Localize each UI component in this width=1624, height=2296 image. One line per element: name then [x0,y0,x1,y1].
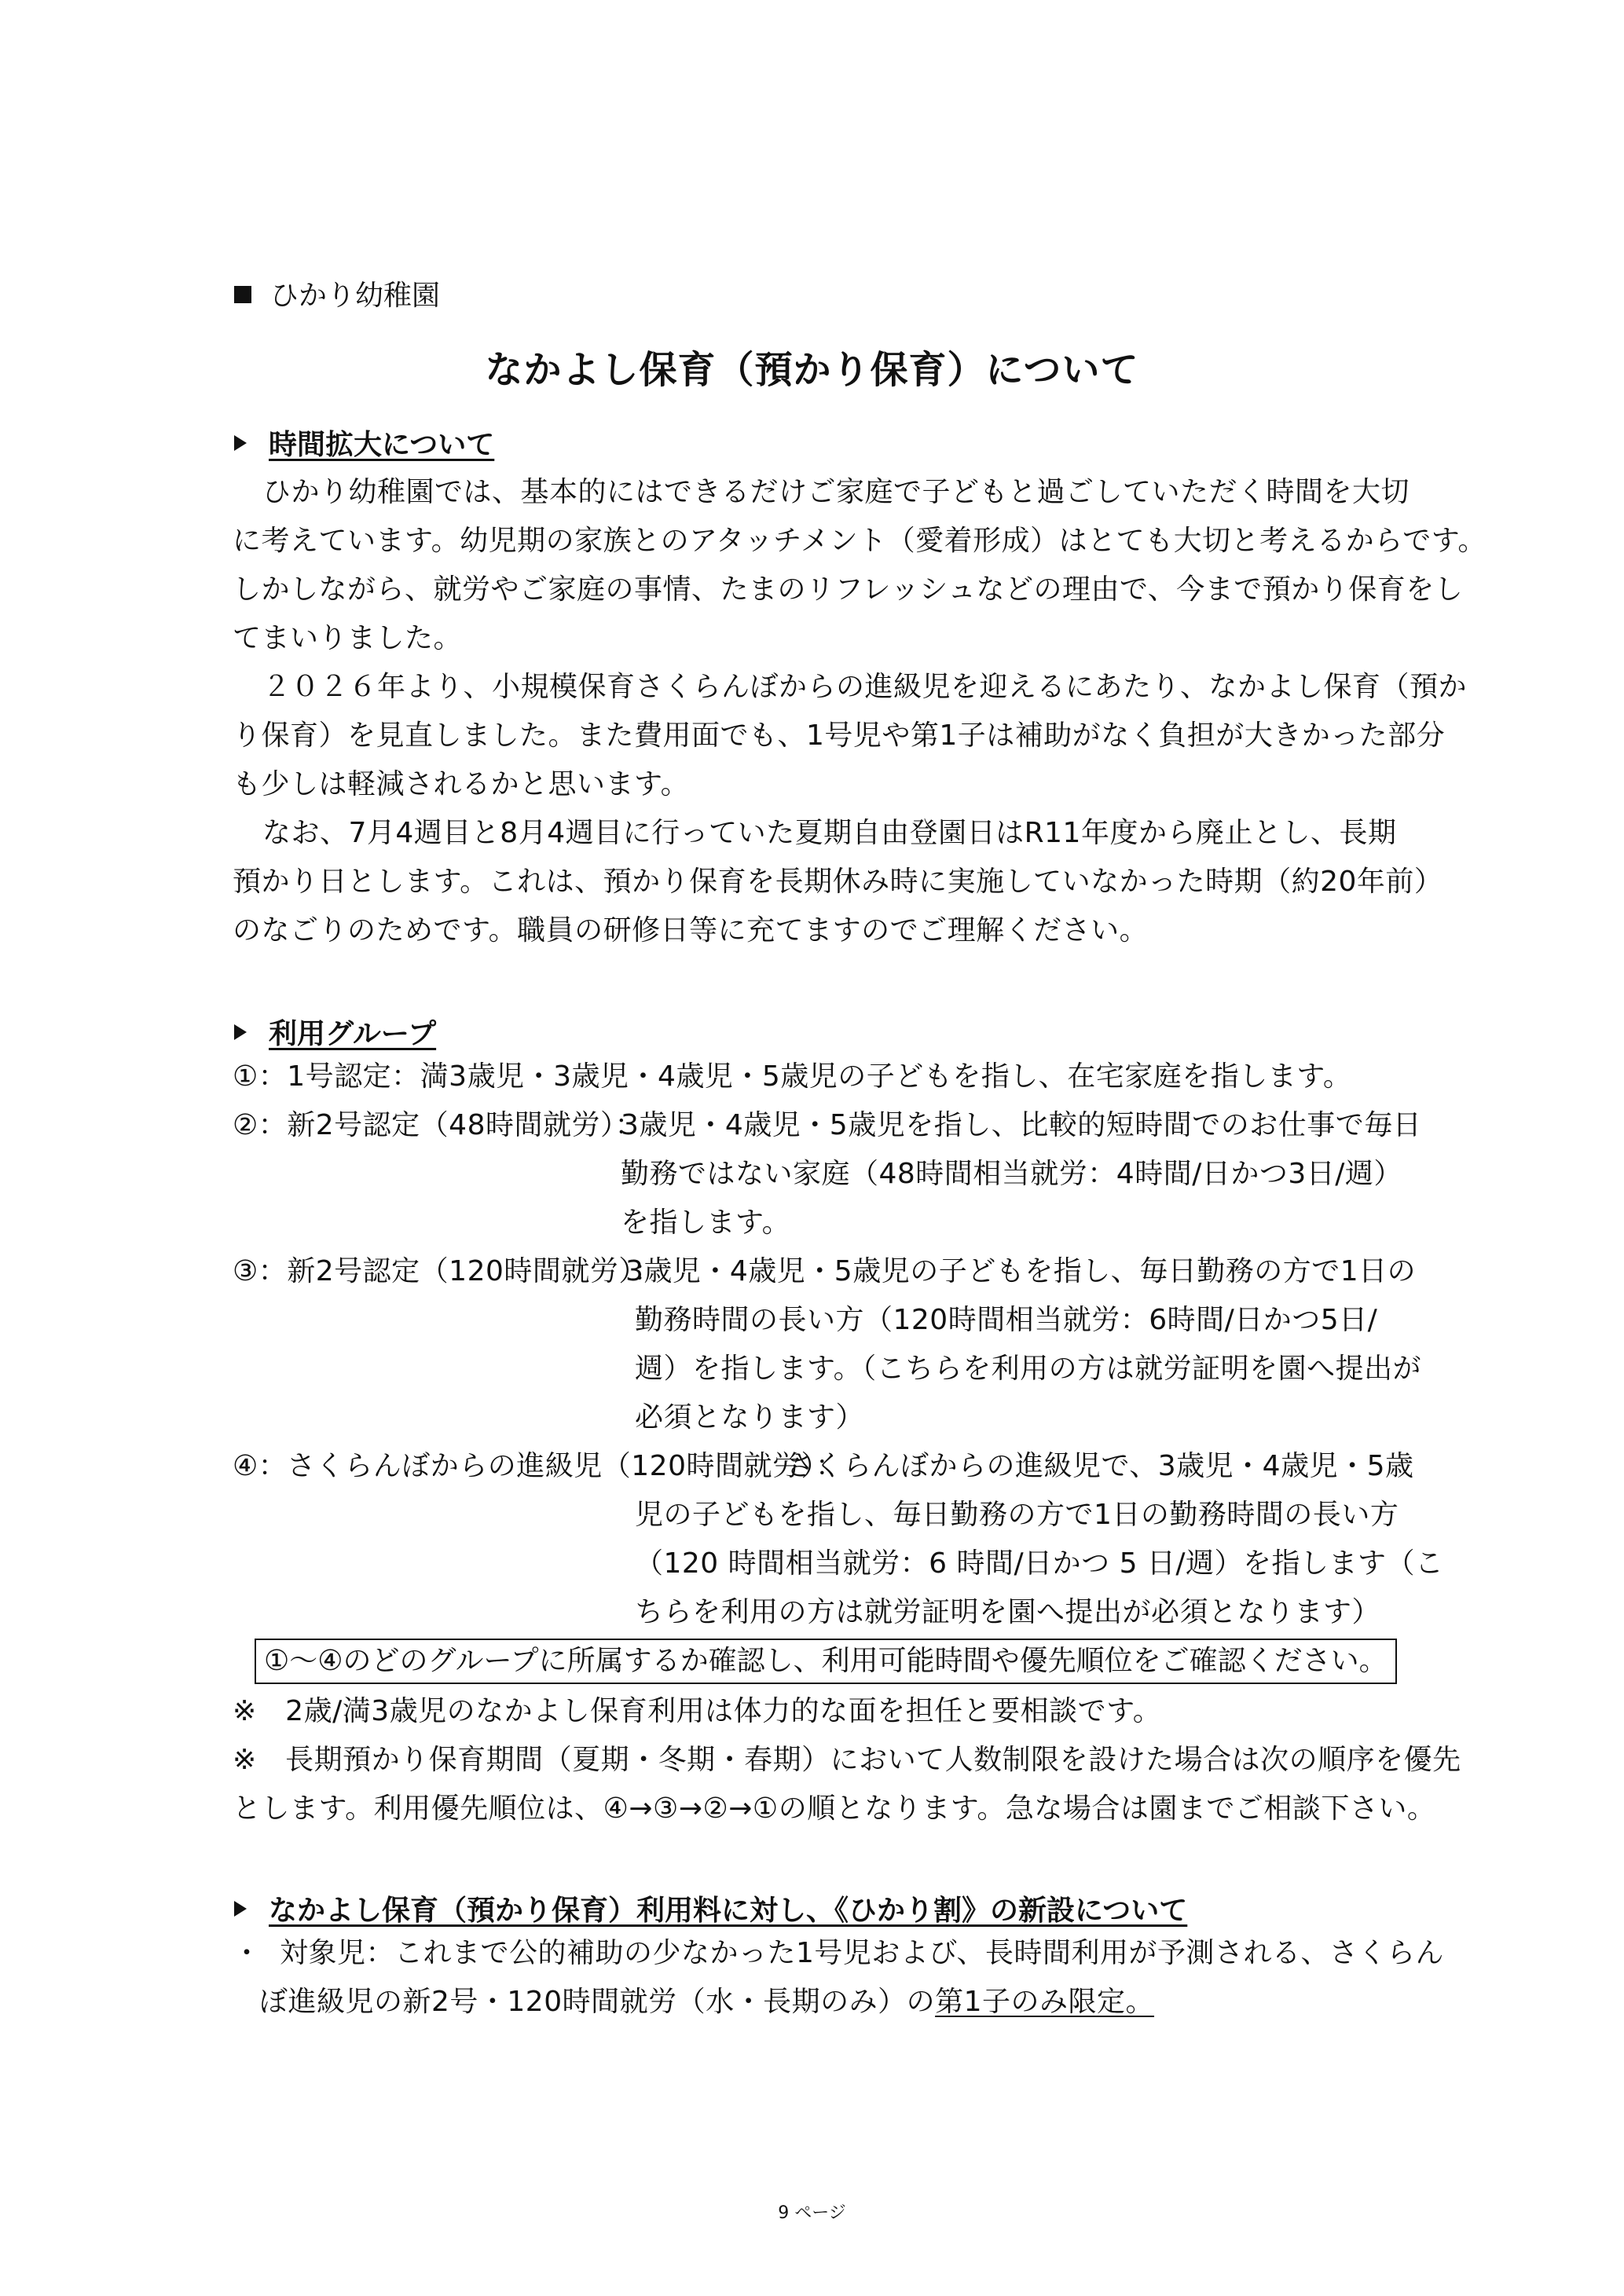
page-title: なかよし保育（預かり保育）について [485,348,1139,392]
org-name: ひかり幼稚園 [270,280,441,312]
section-heading-hikari-discount: なかよし保育（預かり保育）利用料に対し、《ひかり割》の新設について [234,1888,1187,1928]
group-1-item: ①：1号認定：満3歳児・3歳児・4歳児・5歳児の子どもを指し、在宅家庭を指します。 [233,1060,1352,1093]
group-4-line: ちらを利用の方は就労証明を園へ提出が必須となります） [635,1596,1381,1628]
group-2-line: を指します。 [621,1207,791,1239]
paragraph-line: も少しは軽減されるかと思います。 [233,768,690,800]
underlined-emphasis: 第1子のみ限定。 [935,1986,1155,2018]
paragraph-line: ２０２６年より、小規模保育さくらんぼからの進級児を迎えるにあたり、なかよし保育（預か [262,671,1468,703]
group-4-line: さくらんぼからの進級児で、3歳児・4歳児・5歳 [786,1450,1414,1482]
paragraph-line: しかしながら、就労やご家庭の事情、たまのリフレッシュなどの理由で、今まで預かり保育をし [233,573,1464,606]
group-2-line: 3歳児・4歳児・5歳児を指し、比較的短時間でのお仕事で毎日 [621,1109,1422,1141]
paragraph-line: に考えています。幼児期の家族とのアタッチメント（愛着形成）はとても大切と考えるからです。 [233,525,1487,557]
triangle-bullet-icon [234,435,247,451]
paragraph-line: ひかり幼稚園では、基本的にはできるだけご家庭で子どもと過ごしていただく時間を大切 [262,476,1410,508]
paragraph-line: のなごりのためです。職員の研修日等に充てますのでご理解ください。 [233,914,1149,947]
group-4-line: 児の子どもを指し、毎日勤務の方で1日の勤務時間の長い方 [635,1499,1399,1531]
note-line: ※ 長期預かり保育期間（夏期・冬期・春期）において人数制限を設けた場合は次の順序を優先 [233,1744,1461,1776]
list-item-line: ぼ進級児の新2号・120時間就労（水・長期のみ）の第1子のみ限定。 [259,1986,1155,2018]
paragraph-line: てまいりました。 [233,622,463,654]
note-line: とします。利用優先順位は、④→③→②→①の順となります。急な場合は園までご相談下さい。 [233,1792,1436,1825]
paragraph-line: なお、7月4週目と8月4週目に行っていた夏期自由登園日はR11年度から廃止とし、長期 [262,817,1397,849]
section-heading-time-extension: 時間拡大について [234,423,494,463]
square-bullet-icon [234,286,251,303]
paragraph-line: 預かり日とします。これは、預かり保育を長期休み時に実施していなかった時期（約20年前） [233,866,1443,898]
triangle-bullet-icon [234,1024,247,1040]
boxed-notice: ①～④のどのグループに所属するか確認し、利用可能時間や優先順位をご確認ください。 [255,1639,1397,1684]
list-item-line: 対象児：これまで公的補助の少なかった1号児および、長時間利用が予測される、さくらん [280,1937,1444,1969]
group-3-line: 必須となります） [635,1401,865,1434]
group-4-line: （120 時間相当就労：6 時間/日かつ 5 日/週）を指します（こ [635,1547,1444,1580]
group-3-line: 週）を指します。（こちらを利用の方は就労証明を園へ提出が [635,1353,1422,1385]
group-2-line: 勤務ではない家庭（48時間相当就労：4時間/日かつ3日/週） [621,1158,1402,1190]
org-header [234,273,440,313]
group-4-label: ④：さくらんぼからの進級児（120時間就労）： [233,1450,845,1482]
page-number: 9 ページ [778,2203,846,2223]
group-2-label: ②：新2号認定（48時間就労）： [233,1109,643,1141]
group-3-label: ③：新2号認定（120時間就労）： [233,1255,662,1287]
note-line: ※ 2歳/満3歳児のなかよし保育利用は体力的な面を担任と要相談です。 [233,1695,1162,1727]
triangle-bullet-icon [234,1901,247,1917]
group-3-line: 3歳児・4歳児・5歳児の子どもを指し、毎日勤務の方で1日の [625,1255,1417,1287]
paragraph-line: り保育）を見直しました。また費用面でも、1号児や第1子は補助がなく負担が大きかった部分 [233,720,1446,752]
section-heading-usage-groups: 利用グループ [234,1012,436,1052]
group-3-line: 勤務時間の長い方（120時間相当就労：6時間/日かつ5日/ [635,1304,1378,1336]
list-bullet: ・ [233,1937,262,1969]
